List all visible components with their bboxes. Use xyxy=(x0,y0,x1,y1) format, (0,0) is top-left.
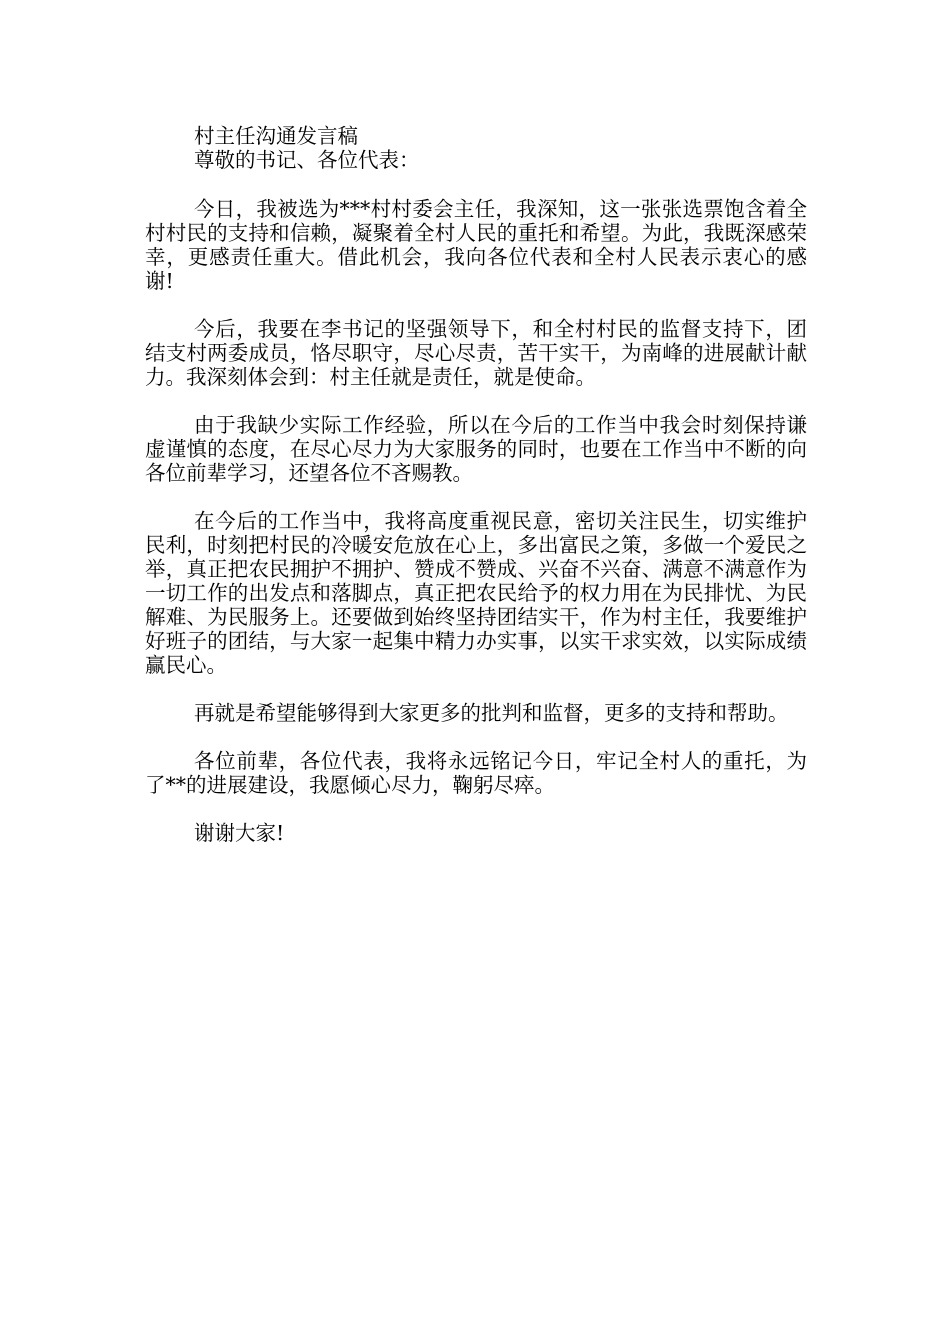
paragraph-3: 由于我缺少实际工作经验，所以在今后的工作当中我会时刻保持谦虚谨慎的态度，在尽心尽力为大家服务的同时，也要在工作当中不断的向各位前辈学习，还望各位不吝赐教。 xyxy=(145,413,807,485)
document-title: 村主任沟通发言稿 xyxy=(194,124,358,148)
document-page xyxy=(145,124,807,845)
paragraph-1: 今日，我被选为***村村委会主任，我深知，这一张张选票饱含着全村村民的支持和信赖，凝聚着全村人民的重托和希望。为此，我既深感荣幸，更感责任重大。借此机会，我向各位代表和全村人民表示衷心的感谢! xyxy=(145,197,807,293)
closing-line: 谢谢大家! xyxy=(194,821,285,845)
paragraph-5: 再就是希望能够得到大家更多的批判和监督，更多的支持和帮助。 xyxy=(194,701,789,725)
paragraph-2: 今后，我要在李书记的坚强领导下，和全村村民的监督支持下，团结支村两委成员，恪尽职守，尽心尽责，苦干实干，为南峰的进展献计献力。我深刻体会到：村主任就是责任，就是使命。 xyxy=(145,317,807,389)
salutation: 尊敬的书记、各位代表： xyxy=(194,148,420,172)
paragraph-4: 在今后的工作当中，我将高度重视民意，密切关注民生，切实维护民利，时刻把村民的冷暖安危放在心上，多出富民之策，多做一个爱民之举，真正把农民拥护不拥护、赞成不赞成、兴奋不兴奋、满意不满意作为一切工作的出发点和落脚点，真正把农民给予的权力用在为民排忧、为民解难、为民服务上。还要做到始终坚持团结实干，作为村主任，我要维护好班子的团结，与大家一起集中精力办实事，以实干求实效，以实际成绩赢民心。 xyxy=(145,509,807,677)
paragraph-6: 各位前辈，各位代表，我将永远铭记今日，牢记全村人的重托，为了**的进展建设，我愿倾心尽力，鞠躬尽瘁。 xyxy=(145,749,807,797)
